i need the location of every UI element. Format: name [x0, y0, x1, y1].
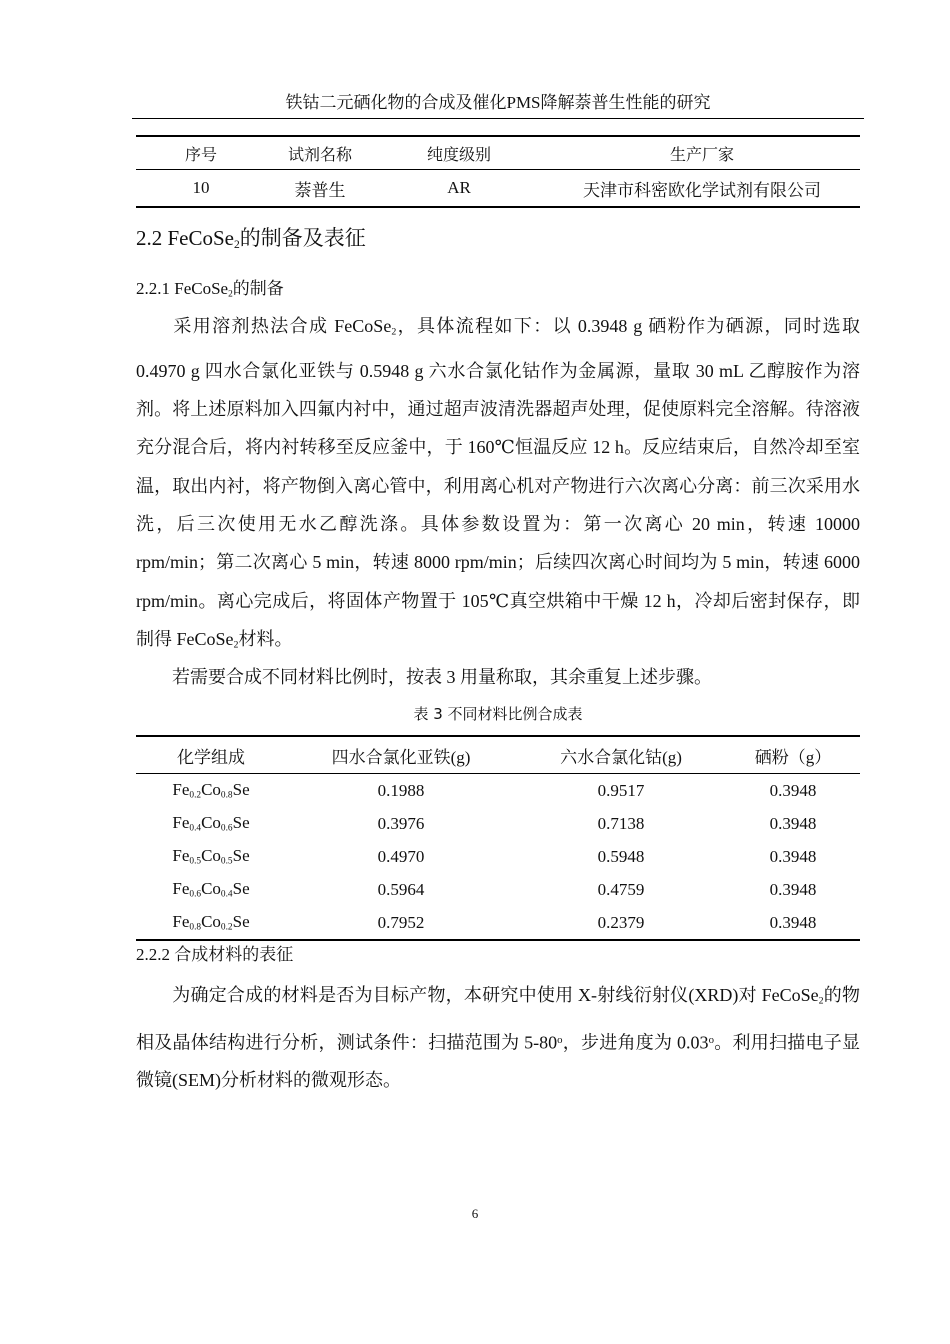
- formula-cell: $Fe_{0.2}Co_{0.8}Se$: [172, 780, 250, 801]
- paragraph-text: 若需要合成不同材料比例时，按表 3 用量称取，其余重复上述步骤。: [172, 667, 712, 687]
- table-cell: 0.3948: [769, 879, 817, 899]
- column-header: 序号: [184, 146, 217, 164]
- subsection-title: 合成材料的表征: [174, 945, 294, 964]
- subscript: 0.4: [220, 889, 233, 900]
- table-cell: 0.3948: [769, 780, 817, 800]
- ratio-table: [136, 735, 860, 941]
- table-row: [136, 170, 860, 208]
- table-cell: 0.5948: [597, 846, 645, 866]
- column-header: 生产厂家: [669, 146, 734, 164]
- section-number: 2.2: [136, 226, 163, 250]
- table-row: [136, 873, 860, 906]
- paragraph-text: 为确定合成的材料是否为目标产物，本研究中使用 X-射线衍射仪(XRD)对 FeCoSe: [172, 985, 819, 1005]
- paragraph-text: ，步进角度为 0.03: [562, 1032, 709, 1053]
- subscript: 0.6: [189, 889, 202, 900]
- running-header: 铁钴二元硒化物的合成及催化PMS降解萘普生性能的研究: [285, 93, 711, 112]
- section-heading: [136, 224, 366, 259]
- table-cell: 0.3976: [377, 813, 425, 833]
- superscript: o: [557, 1033, 563, 1046]
- subscript: 0.8: [189, 922, 202, 933]
- formula-cell: $Fe_{0.4}Co_{0.6}Se$: [172, 813, 250, 834]
- header-rule: [132, 118, 864, 119]
- table-cell: 0.4970: [377, 846, 425, 866]
- column-header: 六水合氯化钴(g): [560, 747, 682, 767]
- page-number: 6: [471, 1206, 479, 1221]
- table-caption: 表 3 不同材料比例合成表: [413, 705, 583, 723]
- reagent-table: [136, 135, 860, 208]
- body-paragraph: [136, 658, 860, 696]
- formula-cell: $Fe_{0.5}Co_{0.5}Se$: [172, 846, 250, 867]
- table-row: [136, 807, 860, 840]
- section-title: 的制备及表征: [239, 226, 366, 250]
- table-cell: 0.3948: [769, 846, 817, 866]
- table-cell: 0.1988: [377, 780, 425, 800]
- subsection-number: 2.2.1: [136, 279, 170, 298]
- subscript: 0.5: [220, 856, 233, 867]
- table-cell: 0.3948: [769, 813, 817, 833]
- subscript: 2: [233, 639, 239, 651]
- subsection-heading: [136, 944, 293, 966]
- subscript: 0.8: [220, 790, 233, 801]
- table-cell: 0.2379: [597, 912, 645, 932]
- table-row: [136, 906, 860, 940]
- superscript: o: [708, 1033, 714, 1046]
- paragraph-text: 采用溶剂热法合成 FeCoSe: [172, 316, 392, 336]
- subscript: 2: [818, 995, 824, 1007]
- table-cell: AR: [447, 178, 471, 197]
- table-cell: 天津市科密欧化学试剂有限公司: [583, 180, 821, 200]
- body-paragraph: [136, 307, 860, 665]
- table-cell: 0.7138: [597, 813, 645, 833]
- table-row: [136, 840, 860, 873]
- formula-cell: $Fe_{0.6}Co_{0.4}Se$: [172, 879, 250, 900]
- column-header: 四水合氯化亚铁(g): [331, 747, 471, 767]
- formula-cell: $Fe_{0.8}Co_{0.2}Se$: [172, 912, 250, 933]
- subscript: 2: [228, 289, 233, 300]
- subscript: 0.5: [189, 856, 202, 867]
- table-cell: 10: [192, 178, 210, 197]
- paragraph-text: 的物相及晶体结构进行分析，测试条件：扫描范围为 5-80: [136, 985, 860, 1053]
- subscript: 2: [234, 238, 240, 251]
- table-header-row: [136, 736, 860, 774]
- table-header-row: [136, 136, 860, 170]
- table-cell: 0.7952: [377, 912, 425, 932]
- subscript: 2: [391, 326, 397, 338]
- column-header: 硒粉（g）: [754, 747, 832, 767]
- subscript: 0.4: [189, 823, 202, 834]
- section-formula: FeCoSe: [167, 226, 235, 250]
- paragraph-text: ，具体流程如下：以 0.3948 g 硒粉作为硒源，同时选取 0.4970 g 四水合氯化亚铁与 0.5948 g 六水合氯化钴作为金属源，量取 30 mL 乙醇胺作为溶剂。将上述原料加入四氟内衬中，通过超声波清洗器超声处理，促使原料完全溶解。待溶液充分混合后，将内衬转移至反应釜中，于 160℃恒温反应 12 h。反应结束后，自然冷却至室温，取出内衬，将产物倒入离心管中，利用离心机对产物进行六次离心分离：前三次采用水洗，后三次使用无水乙醇洗涤。具体参数设置为：第一次离心 20 min，转速 10000 rpm/min；第二次离心 5 min，转速 8000 rpm/min；后续四次离心时间均为 5 min，转速 6000 rpm/min。离心完成后，将固体产物置于 105℃真空烘箱中干燥 12 h，冷却后密封保存，即制得 FeCoSe: [136, 316, 860, 649]
- column-header: 试剂名称: [287, 146, 352, 164]
- table-cell: 0.3948: [769, 912, 817, 932]
- body-paragraph: [136, 976, 860, 1100]
- paragraph-text: 材料。: [238, 628, 293, 649]
- table-cell: 0.5964: [377, 879, 425, 899]
- subscript: 0.2: [220, 922, 233, 933]
- subsection-title: 的制备: [232, 279, 284, 298]
- table-cell: 0.4759: [597, 879, 645, 899]
- column-header: 化学组成: [177, 747, 245, 767]
- subscript: 0.2: [189, 790, 202, 801]
- table-row: [136, 774, 860, 808]
- table-cell: 0.9517: [597, 780, 645, 800]
- subscript: 0.6: [220, 823, 233, 834]
- subsection-formula: FeCoSe: [174, 279, 229, 298]
- table-cell: 萘普生: [294, 180, 346, 200]
- subsection-heading: [136, 278, 284, 305]
- paragraph-text: 。利用扫描电子显微镜(SEM)分析材料的微观形态。: [136, 1032, 861, 1091]
- column-header: 纯度级别: [426, 146, 491, 164]
- subsection-number: 2.2.2: [136, 945, 170, 964]
